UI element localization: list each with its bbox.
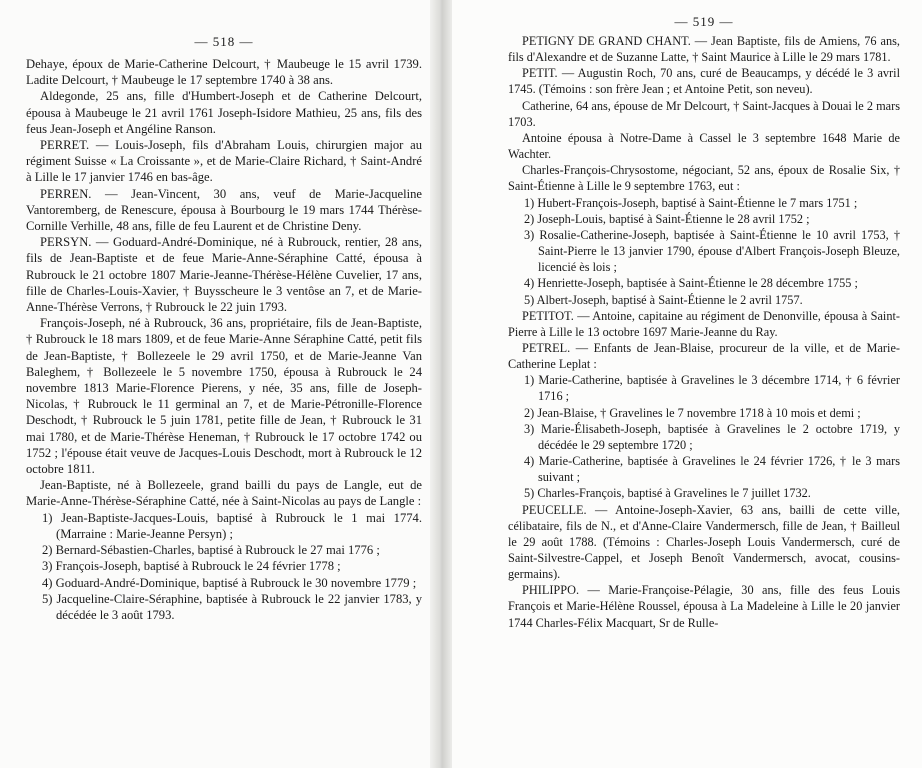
right-page-text	[508, 33, 900, 631]
paragraph: PERSYN. — Goduard-André-Dominique, né à Rubrouck, rentier, 28 ans, fils de Jean-Baptiste et de feue Marie-Anne-Séraphine Catté, épousa à Rubrouck le 21 octobre 1807 Marie-Jeanne-Thérèse-Hélène Cuvelier, 17 ans, fille de Charles-Louis-Xavier, † Buysscheure le 3 ventôse an 7, et de Marie-Anne-Thérèse Verrons, † Rubrouck le 22 juin 1793.	[26, 235, 422, 315]
list-item: 1) Hubert-François-Joseph, baptisé à Saint-Étienne le 7 mars 1751 ;	[524, 195, 858, 210]
paragraph: PETIT. — Augustin Roch, 70 ans, curé de Beaucamps, y décédé le 3 avril 1745. (Témoins : son frère Jean ; et Antoine Petit, son neveu).	[508, 66, 900, 97]
paragraph: PERREN. — Jean-Vincent, 30 ans, veuf de Marie-Jacqueline Vantoremberg, de Renescure, épousa à Bourbourg le 19 mars 1744 Thérèse-Cornille Verhille, 48 ans, fille de feu Laurent et de Christine Deny.	[26, 186, 422, 234]
paragraph: PHILIPPO. — Marie-Françoise-Pélagie, 30 ans, fille des feus Louis François et Marie-Hélène Roussel, épousa à La Madeleine à Lille le 20 janvier 1744 Charles-Félix Macquart, Sr de Rulle-	[508, 583, 900, 630]
list-item: 2) Joseph-Louis, baptisé à Saint-Étienne le 28 avril 1752 ;	[524, 211, 810, 226]
book-gutter	[430, 0, 452, 768]
list-item: 3) Rosalie-Catherine-Joseph, baptisée à Saint-Étienne le 10 avril 1753, † Saint-Pierre le 13 janvier 1790, épouse d'Albert François-Joseph Bleuze, licencié ès lois ;	[524, 227, 900, 275]
paragraph: Dehaye, époux de Marie-Catherine Delcourt, † Maubeuge le 15 avril 1739. Ladite Delcourt, † Maubeuge le 17 septembre 1740 à 38 ans.	[26, 57, 422, 88]
list-item: 1) Jean-Baptiste-Jacques-Louis, baptisé à Rubrouck le 1 mai 1774. (Marraine : Marie-Jeanne Persyn) ;	[42, 510, 422, 541]
paragraph: François-Joseph, né à Rubrouck, 36 ans, propriétaire, fils de Jean-Baptiste, † Rubrouck le 18 mars 1809, et de feue Marie-Anne Séraphine Catté, petit fils de Jean-Baptiste, † Bollezeele le 29 avril 1750, et de Marie-Jeanne Van Baleghem, † Bollezeele le 5 novembre 1750, épousa à Rubrouck le 24 novembre 1813 Marie-Florence Pierens, y née, 35 ans, fille de Joseph-Nicolas, † Rubrouck le 11 germinal an 7, et de Marie-Pétronille-Florence Deschodt, † Rubrouck le 5 juin 1781, petite fille de Jean, † Rubrouck le 31 mai 1780, et de Marie-Thérèse Heneman, † Rubrouck le 17 octobre 1742 ou 1752 ; l'épouse était veuve de Jacques-Louis Deschodt, mort à Rubrouck le 12 octobre 1811.	[26, 316, 422, 477]
paragraph: PETREL. — Enfants de Jean-Blaise, procureur de la ville, et de Marie-Catherine Leplat :	[508, 340, 900, 372]
list-item: 4) Goduard-André-Dominique, baptisé à Rubrouck le 30 novembre 1779 ;	[42, 575, 417, 590]
left-page-text	[26, 56, 422, 623]
left-page	[0, 0, 430, 768]
list-item: 2) Bernard-Sébastien-Charles, baptisé à Rubrouck le 27 mai 1776 ;	[42, 543, 380, 558]
list-item: 4) Henriette-Joseph, baptisée à Saint-Étienne le 28 décembre 1755 ;	[524, 276, 858, 291]
list-item: 4) Marie-Catherine, baptisée à Gravelines le 24 février 1726, † le 3 mars suivant ;	[524, 454, 900, 485]
list-item: 5) Charles-François, baptisé à Gravelines le 7 juillet 1732.	[524, 486, 811, 501]
paragraph: PERRET. — Louis-Joseph, fils d'Abraham Louis, chirurgien major au régiment Suisse « La Croissante », et de Marie-Claire Richard, † Saint-André à Lille le 17 janvier 1746 en bas-âge.	[26, 138, 422, 185]
paragraph: PETIGNY DE GRAND CHANT. — Jean Baptiste, fils de Amiens, 76 ans, fils d'Alexandre et de Suzanne Latte, † Saint Maurice à Lille le 29 mars 1781.	[508, 34, 900, 65]
paragraph: Catherine, 64 ans, épouse de Mr Delcourt, † Saint-Jacques à Douai le 2 mars 1703.	[508, 98, 900, 129]
list-item: 2) Jean-Blaise, † Gravelines le 7 novembre 1718 à 10 mois et demi ;	[524, 405, 861, 420]
list-item: 5) Jacqueline-Claire-Séraphine, baptisée à Rubrouck le 22 janvier 1783, y décédée le 3 août 1793.	[42, 591, 422, 622]
page-number-left: — 518 —	[194, 34, 254, 49]
paragraph: Charles-François-Chrysostome, négociant, 52 ans, époux de Rosalie Six, † Saint-Étienne à Lille le 9 septembre 1763, eut :	[508, 163, 900, 194]
list-item: 1) Marie-Catherine, baptisée à Gravelines le 3 décembre 1714, † 6 février 1716 ;	[524, 373, 900, 404]
list-item: 3) François-Joseph, baptisé à Rubrouck le 24 février 1778 ;	[42, 559, 341, 574]
list-item: 3) Marie-Élisabeth-Joseph, baptisée à Gravelines le 2 octobre 1719, y décédée le 29 septembre 1720 ;	[524, 421, 900, 452]
paragraph: Aldegonde, 25 ans, fille d'Humbert-Joseph et de Catherine Delcourt, épousa à Maubeuge le 21 avril 1761 Joseph-Isidore Mathieu, 25 ans, fils des feus Jean-Joseph et Angéline Ranson.	[26, 89, 422, 136]
right-page	[452, 0, 922, 768]
paragraph: PETITOT. — Antoine, capitaine au régiment de Denonville, épousa à Saint-Pierre à Lille le 13 octobre 1697 Marie-Jeanne du Ray.	[508, 308, 900, 339]
list-item: 5) Albert-Joseph, baptisé à Saint-Étienne le 2 avril 1757.	[524, 292, 803, 307]
paragraph: Jean-Baptiste, né à Bollezeele, grand bailli du pays de Langle, eut de Marie-Anne-Thérèse-Séraphine Catté, née à Saint-Nicolas au pays de Langle :	[26, 478, 422, 509]
paragraph: Antoine épousa à Notre-Dame à Cassel le 3 septembre 1648 Marie de Wachter.	[508, 130, 900, 162]
paragraph: PEUCELLE. — Antoine-Joseph-Xavier, 63 ans, bailli de cette ville, célibataire, fils de N., et d'Anne-Claire Vandermersch, fille de Jean, † Bailleul le 29 août 1788. (Témoins : Charles-Joseph Louis Vandermersch, curé de Saint-Silvestre-Cappel, et Joseph Benoît Vandermersch, avocat, cousins-germains).	[508, 502, 900, 582]
page-number-right: — 519 —	[674, 14, 734, 29]
